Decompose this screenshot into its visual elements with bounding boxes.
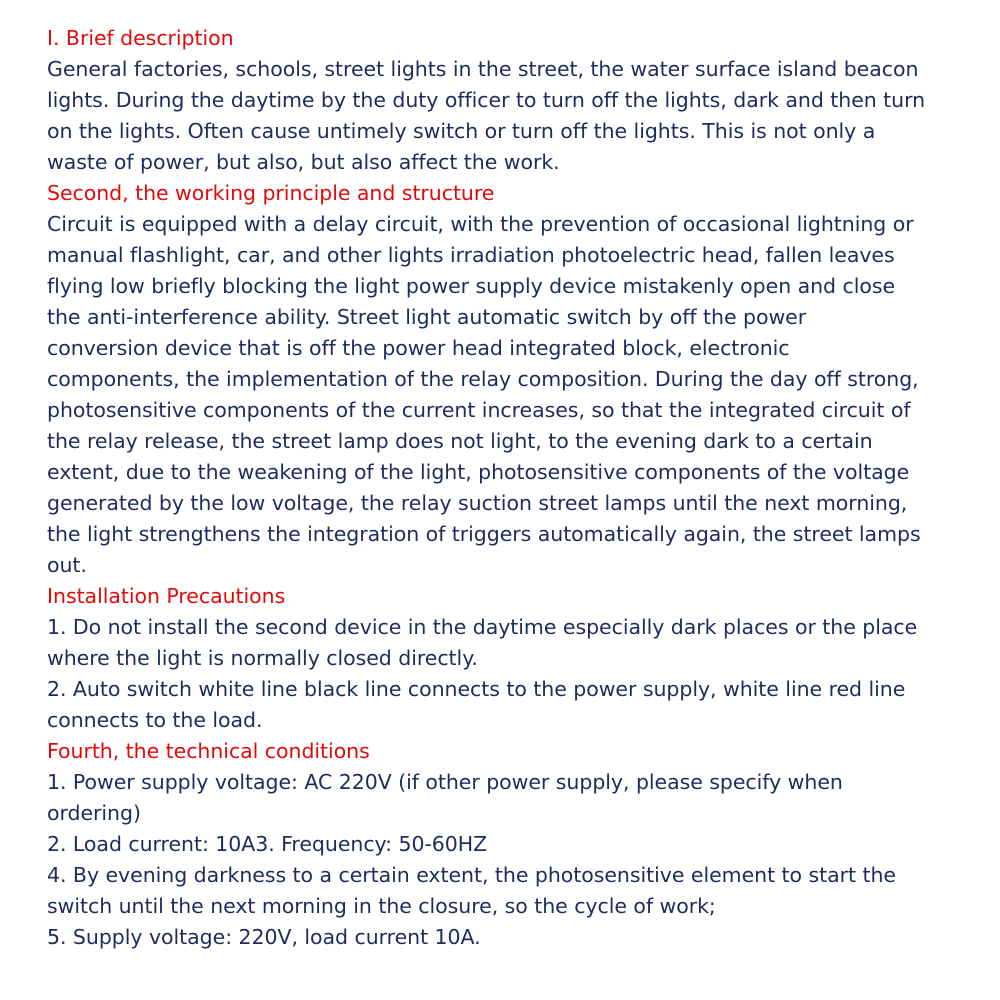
paragraph-line: 2. Auto switch white line black line connects to the power supply, white line red line xyxy=(47,677,906,701)
document-body xyxy=(47,23,977,953)
section-heading: Installation Precautions xyxy=(47,584,286,608)
section-brief-description xyxy=(47,23,977,178)
paragraph-line: on the lights. Often cause untimely switch or turn off the lights. This is not only a xyxy=(47,119,876,143)
paragraph-line: connects to the load. xyxy=(47,708,263,732)
paragraph-line: flying low briefly blocking the light power supply device mistakenly open and close xyxy=(47,274,896,298)
paragraph-line: ordering) xyxy=(47,801,141,825)
paragraph-line: lights. During the daytime by the duty officer to turn off the lights, dark and then turn xyxy=(47,88,926,112)
paragraph-line: 1. Power supply voltage: AC 220V (if other power supply, please specify when xyxy=(47,770,843,794)
paragraph-line: 4. By evening darkness to a certain extent, the photosensitive element to start the xyxy=(47,863,896,887)
paragraph-line: the light strengthens the integration of triggers automatically again, the street lamps xyxy=(47,522,921,546)
paragraph-line: generated by the low voltage, the relay suction street lamps until the next morning, xyxy=(47,491,908,515)
section-heading: I. Brief description xyxy=(47,26,234,50)
paragraph-line: the relay release, the street lamp does not light, to the evening dark to a certain xyxy=(47,429,873,453)
paragraph-line: 1. Do not install the second device in the daytime especially dark places or the place xyxy=(47,615,918,639)
paragraph-line: General factories, schools, street lights in the street, the water surface island beacon xyxy=(47,57,919,81)
section-heading: Fourth, the technical conditions xyxy=(47,739,370,763)
section-installation-precautions xyxy=(47,581,977,736)
section-working-principle xyxy=(47,178,977,581)
paragraph-line: out. xyxy=(47,553,87,577)
paragraph-line: waste of power, but also, but also affect the work. xyxy=(47,150,560,174)
paragraph-line: components, the implementation of the relay composition. During the day off strong, xyxy=(47,367,919,391)
paragraph-line: manual flashlight, car, and other lights irradiation photoelectric head, fallen leaves xyxy=(47,243,895,267)
paragraph-line: 2. Load current: 10A3. Frequency: 50-60HZ xyxy=(47,832,488,856)
paragraph-line: switch until the next morning in the closure, so the cycle of work; xyxy=(47,894,716,918)
section-heading: Second, the working principle and structure xyxy=(47,181,495,205)
paragraph-line: Circuit is equipped with a delay circuit, with the prevention of occasional lightning or xyxy=(47,212,914,236)
paragraph-line: photosensitive components of the current increases, so that the integrated circuit of xyxy=(47,398,911,422)
section-technical-conditions xyxy=(47,736,977,953)
paragraph-line: conversion device that is off the power head integrated block, electronic xyxy=(47,336,790,360)
paragraph-line: extent, due to the weakening of the light, photosensitive components of the voltage xyxy=(47,460,910,484)
paragraph-line: the anti-interference ability. Street light automatic switch by off the power xyxy=(47,305,807,329)
paragraph-line: where the light is normally closed directly. xyxy=(47,646,478,670)
paragraph-line: 5. Supply voltage: 220V, load current 10A. xyxy=(47,925,481,949)
